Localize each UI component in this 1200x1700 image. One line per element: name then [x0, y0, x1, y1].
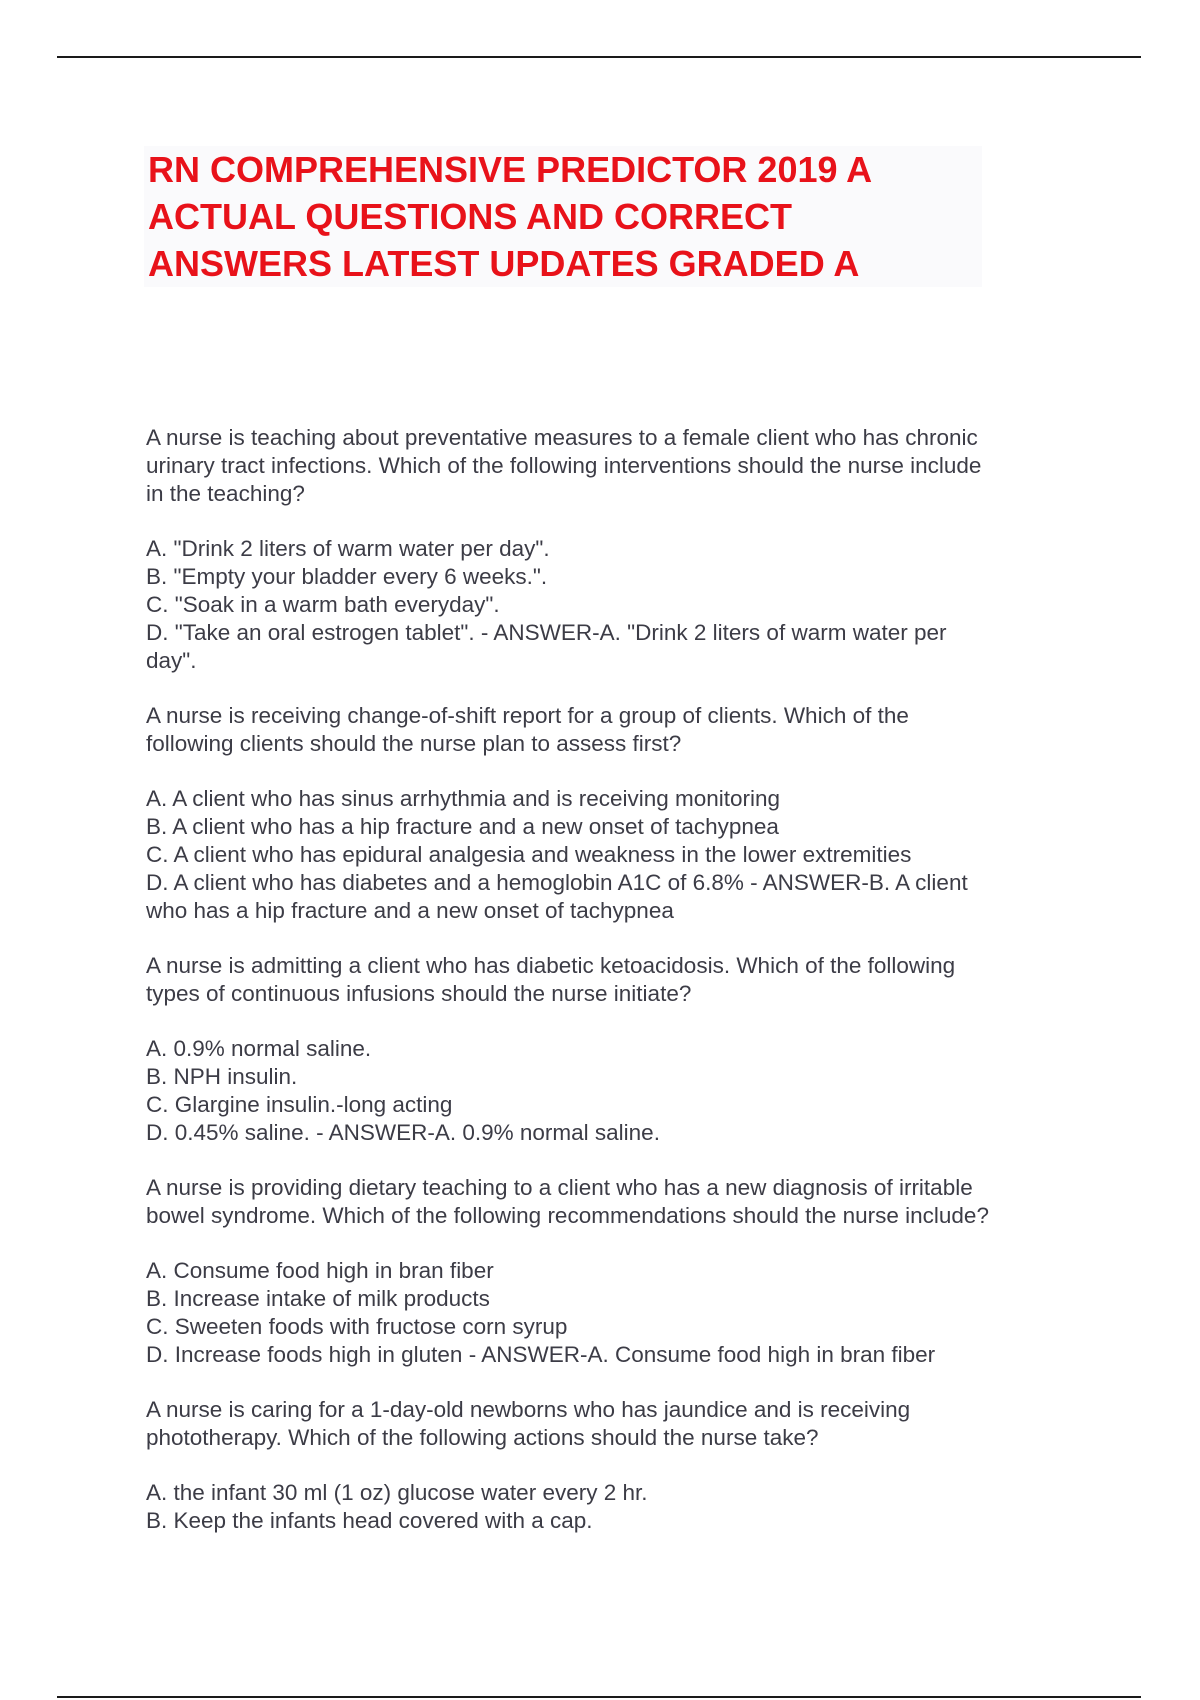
option-line: A. Consume food high in bran fiber [146, 1258, 494, 1283]
stem-line: in the teaching? [146, 481, 305, 506]
stem-line: A nurse is providing dietary teaching to a client who has a new diagnosis of irritable [146, 1175, 973, 1200]
option-line: A. the infant 30 ml (1 oz) glucose water every 2 hr. [146, 1480, 648, 1505]
option-line: C. A client who has epidural analgesia and weakness in the lower extremities [146, 842, 912, 867]
option-line: day". [146, 648, 197, 673]
top-rule [57, 56, 1141, 58]
question-stem [146, 1396, 1076, 1452]
question-list [146, 424, 1076, 1562]
question-stem [146, 952, 1076, 1008]
option-line: D. "Take an oral estrogen tablet". - ANSWER-A. "Drink 2 liters of warm water per [146, 620, 947, 645]
stem-line: A nurse is caring for a 1-day-old newborns who has jaundice and is receiving [146, 1397, 911, 1422]
option-line: C. "Soak in a warm bath everyday". [146, 592, 500, 617]
stem-line: bowel syndrome. Which of the following recommendations should the nurse include? [146, 1203, 989, 1228]
option-line: D. A client who has diabetes and a hemoglobin A1C of 6.8% - ANSWER-B. A client [146, 870, 968, 895]
option-line: C. Glargine insulin.-long acting [146, 1092, 453, 1117]
question-options [146, 785, 1076, 925]
stem-line: A nurse is receiving change-of-shift report for a group of clients. Which of the [146, 703, 909, 728]
title-line: RN COMPREHENSIVE PREDICTOR 2019 A [148, 149, 873, 190]
option-line: B. Keep the infants head covered with a cap. [146, 1508, 593, 1533]
option-line: D. Increase foods high in gluten - ANSWER-A. Consume food high in bran fiber [146, 1342, 936, 1367]
option-line: A. "Drink 2 liters of warm water per day". [146, 536, 550, 561]
question-options [146, 1035, 1076, 1147]
option-line: B. Increase intake of milk products [146, 1286, 490, 1311]
option-line: D. 0.45% saline. - ANSWER-A. 0.9% normal saline. [146, 1120, 660, 1145]
option-line: B. NPH insulin. [146, 1064, 298, 1089]
title-line: ANSWERS LATEST UPDATES GRADED A [148, 243, 860, 284]
stem-line: urinary tract infections. Which of the following interventions should the nurse include [146, 453, 982, 478]
question-options [146, 1479, 1076, 1535]
stem-line: phototherapy. Which of the following actions should the nurse take? [146, 1425, 819, 1450]
question-stem [146, 702, 1076, 758]
question-stem [146, 424, 1076, 508]
bottom-rule [57, 1696, 1141, 1698]
document-title [144, 146, 982, 287]
question-stem [146, 1174, 1076, 1230]
option-line: B. A client who has a hip fracture and a new onset of tachypnea [146, 814, 779, 839]
stem-line: following clients should the nurse plan to assess first? [146, 731, 682, 756]
title-line: ACTUAL QUESTIONS AND CORRECT [148, 196, 793, 237]
stem-line: types of continuous infusions should the nurse initiate? [146, 981, 692, 1006]
stem-line: A nurse is admitting a client who has diabetic ketoacidosis. Which of the following [146, 953, 956, 978]
option-line: A. A client who has sinus arrhythmia and is receiving monitoring [146, 786, 781, 811]
option-line: B. "Empty your bladder every 6 weeks.". [146, 564, 548, 589]
stem-line: A nurse is teaching about preventative measures to a female client who has chronic [146, 425, 978, 450]
question-options [146, 535, 1076, 675]
option-line: A. 0.9% normal saline. [146, 1036, 372, 1061]
option-line: C. Sweeten foods with fructose corn syrup [146, 1314, 568, 1339]
question-options [146, 1257, 1076, 1369]
option-line: who has a hip fracture and a new onset of tachypnea [146, 898, 674, 923]
